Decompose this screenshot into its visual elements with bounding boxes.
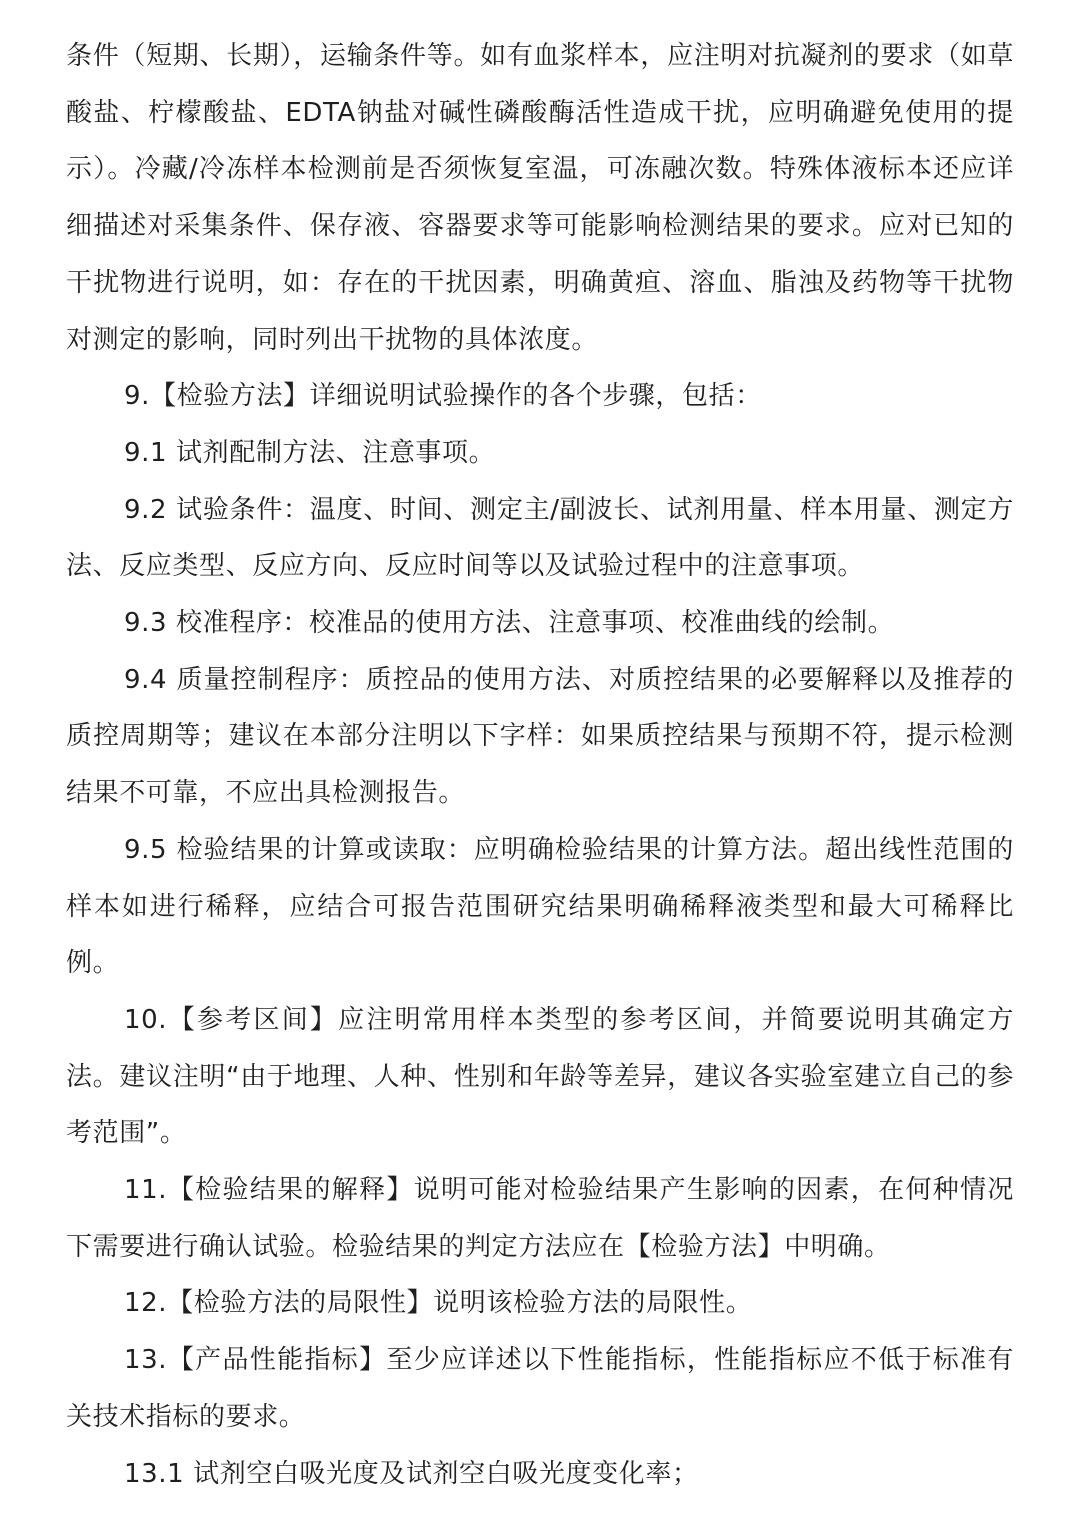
paragraph-section-10-reference: 10.【参考区间】应注明常用样本类型的参考区间，并简要说明其确定方法。建议注明“由于地理、人种、性别和年龄等差异，建议各实验室建立自己的参考范围”。	[66, 1004, 1014, 1149]
paragraph-section-9-1: 9.1 试剂配制方法、注意事项。	[124, 437, 496, 468]
paragraph-section-9-3: 9.3 校准程序：校准品的使用方法、注意事项、校准曲线的绘制。	[124, 608, 895, 639]
paragraph-section-9-method: 9.【检验方法】详细说明试验操作的各个步骤，包括：	[124, 381, 762, 412]
paragraph-section-9-5: 9.5 检验结果的计算或读取：应明确检验结果的计算方法。超出线性范围的样本如进行稀释，应结合可报告范围研究结果明确稀释液类型和最大可稀释比例。	[66, 834, 1014, 979]
paragraph-section-13-1: 13.1 试剂空白吸光度及试剂空白吸光度变化率；	[124, 1458, 699, 1489]
paragraph-section-12-limitations: 12.【检验方法的局限性】说明该检验方法的局限性。	[124, 1288, 753, 1319]
paragraph-section-9-2: 9.2 试验条件：温度、时间、测定主/副波长、试剂用量、样本用量、测定方法、反应类型、反应方向、反应时间等以及试验过程中的注意事项。	[66, 494, 1014, 582]
paragraph-section-9-4: 9.4 质量控制程序：质控品的使用方法、对质控结果的必要解释以及推荐的质控周期等；建议在本部分注明以下字样：如果质控结果与预期不符，提示检测结果不可靠，不应出具检测报告。	[66, 664, 1014, 809]
paragraph-sample-requirements: 条件（短期、长期），运输条件等。如有血浆样本，应注明对抗凝剂的要求（如草酸盐、柠檬酸盐、EDTA钠盐对碱性磷酸酶活性造成干扰，应明确避免使用的提示）。冷藏/冷冻样本检测前是否须恢复室温，可冻融次数。特殊体液标本还应详细描述对采集条件、保存液、容器要求等可能影响检测结果的要求。应对已知的干扰物进行说明，如：存在的干扰因素，明确黄疸、溶血、脂浊及药物等干扰物对测定的影响，同时列出干扰物的具体浓度。	[66, 41, 1014, 355]
paragraph-section-13-performance: 13.【产品性能指标】至少应详述以下性能指标，性能指标应不低于标准有关技术指标的要求。	[66, 1345, 1014, 1432]
paragraph-section-11-interpretation: 11.【检验结果的解释】说明可能对检验结果产生影响的因素，在何种情况下需要进行确认试验。检验结果的判定方法应在【检验方法】中明确。	[66, 1175, 1014, 1262]
